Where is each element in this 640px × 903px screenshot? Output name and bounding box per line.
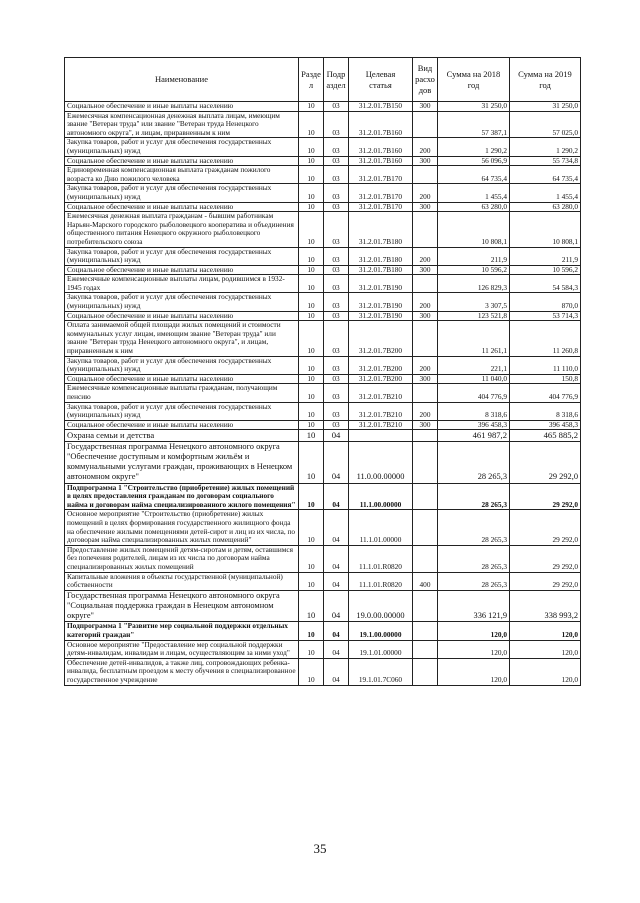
header-razdel: Разде л [299, 58, 324, 102]
cell-expense-type: 200 [413, 184, 438, 202]
cell-expense-type [413, 430, 438, 442]
cell-razdel: 10 [299, 247, 324, 265]
table-row [65, 430, 581, 442]
cell-sum-2018: 8 318,6 [438, 402, 510, 420]
table-row [65, 420, 581, 430]
cell-expense-type [413, 590, 438, 622]
cell-target-article: 11.1.01.00000 [349, 510, 413, 545]
cell-name: Социальное обеспечение и иные выплаты населению [65, 102, 299, 112]
cell-target-article: 31.2.01.7B210 [349, 420, 413, 430]
cell-sum-2019: 396 458,3 [510, 420, 581, 430]
cell-razdel: 10 [299, 202, 324, 212]
cell-name: Социальное обеспечение и иные выплаты населению [65, 311, 299, 321]
cell-sum-2018: 64 735,4 [438, 166, 510, 184]
cell-razdel: 10 [299, 545, 324, 572]
cell-sum-2019: 1 290,2 [510, 138, 581, 156]
cell-target-article: 19.1.01.00000 [349, 640, 413, 658]
cell-razdel: 10 [299, 166, 324, 184]
cell-name: Подпрограмма 1 "Развитие мер социальной поддержки отдельных категорий граждан" [65, 622, 299, 640]
cell-razdel: 10 [299, 275, 324, 293]
cell-sum-2018: 11 261,1 [438, 321, 510, 356]
cell-podrazdel: 03 [324, 321, 349, 356]
table-row [65, 184, 581, 202]
cell-name: Закупка товаров, работ и услуг для обеспечения государственных (муниципальных) нужд [65, 293, 299, 311]
cell-podrazdel: 03 [324, 166, 349, 184]
table-row [65, 640, 581, 658]
cell-podrazdel: 03 [324, 202, 349, 212]
cell-sum-2019: 10 808,1 [510, 212, 581, 247]
cell-podrazdel: 03 [324, 184, 349, 202]
cell-target-article: 31.2.01.7B190 [349, 293, 413, 311]
cell-sum-2018: 123 521,8 [438, 311, 510, 321]
cell-sum-2019: 29 292,0 [510, 572, 581, 590]
table-row [65, 138, 581, 156]
cell-sum-2018: 28 265,3 [438, 510, 510, 545]
cell-expense-type [413, 275, 438, 293]
budget-table [64, 57, 581, 686]
cell-razdel: 10 [299, 293, 324, 311]
cell-razdel: 10 [299, 384, 324, 402]
cell-expense-type: 300 [413, 102, 438, 112]
cell-expense-type: 200 [413, 138, 438, 156]
cell-name: Ежемесячная компенсационная денежная выплата лицам, имеющим звание "Ветеран труда" или звание "Ветеран труда Ненецкого автономного округа", и лицам, приравненным к ним [65, 111, 299, 138]
cell-name: Закупка товаров, работ и услуг для обеспечения государственных (муниципальных) нужд [65, 184, 299, 202]
cell-expense-type: 300 [413, 311, 438, 321]
cell-razdel: 10 [299, 156, 324, 166]
table-header-row [65, 58, 581, 102]
table-row [65, 441, 581, 483]
cell-sum-2019: 8 318,6 [510, 402, 581, 420]
cell-sum-2019: 63 280,0 [510, 202, 581, 212]
table-row [65, 321, 581, 356]
table-row [65, 658, 581, 685]
cell-expense-type: 300 [413, 265, 438, 275]
cell-sum-2018: 28 265,3 [438, 441, 510, 483]
cell-podrazdel: 04 [324, 622, 349, 640]
cell-podrazdel: 04 [324, 590, 349, 622]
cell-target-article: 31.2.01.7B170 [349, 202, 413, 212]
cell-sum-2019: 465 885,2 [510, 430, 581, 442]
header-sum-2019: Сумма на 2019 год [510, 58, 581, 102]
cell-sum-2019: 29 292,0 [510, 545, 581, 572]
cell-sum-2019: 120,0 [510, 658, 581, 685]
cell-podrazdel: 04 [324, 572, 349, 590]
cell-razdel: 10 [299, 265, 324, 275]
table-row [65, 166, 581, 184]
cell-podrazdel: 04 [324, 430, 349, 442]
cell-razdel: 10 [299, 441, 324, 483]
cell-razdel: 10 [299, 483, 324, 510]
table-row [65, 102, 581, 112]
cell-podrazdel: 04 [324, 483, 349, 510]
cell-razdel: 10 [299, 356, 324, 374]
cell-sum-2019: 11 260,8 [510, 321, 581, 356]
cell-podrazdel: 03 [324, 111, 349, 138]
cell-target-article: 31.2.01.7B180 [349, 265, 413, 275]
cell-expense-type [413, 510, 438, 545]
cell-sum-2018: 120,0 [438, 658, 510, 685]
table-row [65, 212, 581, 247]
cell-expense-type [413, 622, 438, 640]
cell-target-article: 11.1.01.R0820 [349, 545, 413, 572]
cell-name: Основное мероприятие "Предоставление мер социальной поддержки детям-инвалидам, инвалидам и лицам, осуществляющим за ними уход" [65, 640, 299, 658]
cell-razdel: 10 [299, 658, 324, 685]
cell-sum-2019: 10 596,2 [510, 265, 581, 275]
cell-name: Государственная программа Ненецкого автономного округа "Обеспечение доступным и комфортным жильём и коммунальными услугами граждан, проживающих в Ненецком автономном округе" [65, 441, 299, 483]
cell-target-article: 31.2.01.7B210 [349, 402, 413, 420]
cell-expense-type [413, 441, 438, 483]
cell-name: Государственная программа Ненецкого автономного округа "Социальная поддержка граждан в Ненецком автономном округе" [65, 590, 299, 622]
cell-target-article: 31.2.01.7B160 [349, 156, 413, 166]
cell-sum-2019: 29 292,0 [510, 441, 581, 483]
header-expense-type: Вид расхо дов [413, 58, 438, 102]
cell-sum-2018: 120,0 [438, 622, 510, 640]
cell-sum-2019: 120,0 [510, 622, 581, 640]
cell-sum-2018: 461 987,2 [438, 430, 510, 442]
cell-name: Социальное обеспечение и иные выплаты населению [65, 156, 299, 166]
cell-sum-2018: 57 387,1 [438, 111, 510, 138]
cell-name: Социальное обеспечение и иные выплаты населению [65, 202, 299, 212]
header-target-article: Целевая статья [349, 58, 413, 102]
cell-target-article: 31.2.01.7B170 [349, 166, 413, 184]
cell-target-article: 31.2.01.7B180 [349, 247, 413, 265]
cell-expense-type [413, 483, 438, 510]
cell-expense-type: 200 [413, 356, 438, 374]
cell-expense-type [413, 321, 438, 356]
cell-sum-2018: 10 808,1 [438, 212, 510, 247]
cell-name: Социальное обеспечение и иные выплаты населению [65, 265, 299, 275]
cell-expense-type [413, 212, 438, 247]
cell-podrazdel: 03 [324, 102, 349, 112]
cell-target-article: 31.2.01.7B200 [349, 321, 413, 356]
cell-sum-2018: 1 455,4 [438, 184, 510, 202]
cell-target-article: 31.2.01.7B200 [349, 356, 413, 374]
cell-target-article: 19.1.00.00000 [349, 622, 413, 640]
cell-expense-type: 200 [413, 293, 438, 311]
table-row [65, 545, 581, 572]
cell-expense-type [413, 111, 438, 138]
cell-expense-type: 300 [413, 374, 438, 384]
cell-sum-2019: 338 993,2 [510, 590, 581, 622]
cell-expense-type [413, 166, 438, 184]
cell-target-article: 11.0.00.00000 [349, 441, 413, 483]
cell-podrazdel: 04 [324, 545, 349, 572]
cell-sum-2018: 28 265,3 [438, 545, 510, 572]
cell-expense-type: 400 [413, 572, 438, 590]
cell-razdel: 10 [299, 102, 324, 112]
header-name: Наименование [65, 58, 299, 102]
cell-expense-type [413, 384, 438, 402]
cell-sum-2018: 10 596,2 [438, 265, 510, 275]
cell-razdel: 10 [299, 402, 324, 420]
cell-expense-type: 200 [413, 402, 438, 420]
cell-podrazdel: 03 [324, 275, 349, 293]
cell-podrazdel: 03 [324, 156, 349, 166]
cell-name: Ежемесячная денежная выплата гражданам - бывшим работникам Нарьян-Марского городского рыболовецкого кооператива и объединения общественного питания Ненецкого окружного рыболовецкого потребительского союза [65, 212, 299, 247]
cell-expense-type [413, 658, 438, 685]
cell-sum-2018: 126 829,3 [438, 275, 510, 293]
cell-sum-2019: 54 584,3 [510, 275, 581, 293]
cell-expense-type: 200 [413, 247, 438, 265]
cell-podrazdel: 04 [324, 640, 349, 658]
cell-expense-type: 300 [413, 156, 438, 166]
cell-podrazdel: 03 [324, 420, 349, 430]
cell-podrazdel: 03 [324, 138, 349, 156]
cell-podrazdel: 04 [324, 658, 349, 685]
cell-expense-type [413, 545, 438, 572]
cell-name: Обеспечение детей-инвалидов, а также лиц, сопровождающих ребенка-инвалида, бесплатным проездом к месту обучения в специализированное государственное учреждение [65, 658, 299, 685]
cell-name: Единовременная компенсационная выплата гражданам пожилого возраста ко Дню пожилого человека [65, 166, 299, 184]
cell-name: Ежемесячные компенсационные выплаты гражданам, получающим пенсию [65, 384, 299, 402]
cell-razdel: 10 [299, 590, 324, 622]
cell-sum-2018: 1 290,2 [438, 138, 510, 156]
cell-name: Закупка товаров, работ и услуг для обеспечения государственных (муниципальных) нужд [65, 247, 299, 265]
cell-sum-2019: 57 025,0 [510, 111, 581, 138]
table-row [65, 247, 581, 265]
cell-razdel: 10 [299, 321, 324, 356]
cell-sum-2018: 211,9 [438, 247, 510, 265]
cell-target-article: 31.2.01.7B190 [349, 275, 413, 293]
cell-razdel: 10 [299, 622, 324, 640]
cell-razdel: 10 [299, 420, 324, 430]
cell-target-article: 31.2.01.7B170 [349, 184, 413, 202]
cell-podrazdel: 03 [324, 384, 349, 402]
cell-sum-2019: 11 110,0 [510, 356, 581, 374]
cell-name: Охрана семьи и детства [65, 430, 299, 442]
cell-razdel: 10 [299, 212, 324, 247]
cell-name: Подпрограмма 1 "Строительство (приобретение) жилых помещений в целях предоставления гражданам по договорам социального найма и договорам найма специализированного жилого помещения" [65, 483, 299, 510]
cell-sum-2019: 404 776,9 [510, 384, 581, 402]
cell-razdel: 10 [299, 311, 324, 321]
cell-name: Закупка товаров, работ и услуг для обеспечения государственных (муниципальных) нужд [65, 356, 299, 374]
table-row [65, 402, 581, 420]
cell-target-article: 31.2.01.7B200 [349, 374, 413, 384]
cell-sum-2018: 396 458,3 [438, 420, 510, 430]
cell-sum-2019: 1 455,4 [510, 184, 581, 202]
table-row [65, 293, 581, 311]
cell-razdel: 10 [299, 111, 324, 138]
cell-sum-2019: 29 292,0 [510, 510, 581, 545]
cell-sum-2018: 28 265,3 [438, 483, 510, 510]
cell-target-article: 19.0.00.00000 [349, 590, 413, 622]
cell-target-article: 31.2.01.7B190 [349, 311, 413, 321]
cell-sum-2018: 3 307,5 [438, 293, 510, 311]
cell-razdel: 10 [299, 640, 324, 658]
cell-sum-2018: 404 776,9 [438, 384, 510, 402]
cell-podrazdel: 03 [324, 293, 349, 311]
cell-podrazdel: 03 [324, 402, 349, 420]
cell-sum-2018: 120,0 [438, 640, 510, 658]
table-row [65, 384, 581, 402]
cell-target-article: 11.1.01.R0820 [349, 572, 413, 590]
table-row [65, 111, 581, 138]
table-row [65, 483, 581, 510]
cell-razdel: 10 [299, 430, 324, 442]
cell-sum-2018: 11 040,0 [438, 374, 510, 384]
cell-target-article: 31.2.01.7B210 [349, 384, 413, 402]
table-row [65, 275, 581, 293]
cell-sum-2019: 55 734,8 [510, 156, 581, 166]
cell-razdel: 10 [299, 572, 324, 590]
table-row [65, 510, 581, 545]
cell-target-article: 11.1.00.00000 [349, 483, 413, 510]
cell-razdel: 10 [299, 374, 324, 384]
cell-razdel: 10 [299, 510, 324, 545]
cell-podrazdel: 03 [324, 356, 349, 374]
cell-razdel: 10 [299, 138, 324, 156]
cell-sum-2018: 31 250,0 [438, 102, 510, 112]
cell-name: Капитальные вложения в объекты государственной (муниципальной) собственности [65, 572, 299, 590]
cell-podrazdel: 03 [324, 311, 349, 321]
cell-expense-type: 300 [413, 420, 438, 430]
cell-sum-2018: 221,1 [438, 356, 510, 374]
table-row [65, 622, 581, 640]
cell-name: Закупка товаров, работ и услуг для обеспечения государственных (муниципальных) нужд [65, 402, 299, 420]
cell-name: Социальное обеспечение и иные выплаты населению [65, 374, 299, 384]
cell-sum-2019: 870,0 [510, 293, 581, 311]
cell-podrazdel: 03 [324, 374, 349, 384]
cell-razdel: 10 [299, 184, 324, 202]
cell-name: Оплата занимаемой общей площади жилых помещений и стоимости коммунальных услуг лицам, имеющим звание "Ветеран труда" или звание "Ветеран труда Ненецкого автономного округа", и лицам, приравненным к ним [65, 321, 299, 356]
cell-name: Закупка товаров, работ и услуг для обеспечения государственных (муниципальных) нужд [65, 138, 299, 156]
cell-expense-type: 300 [413, 202, 438, 212]
budget-table-sheet [64, 57, 580, 686]
cell-target-article: 31.2.01.7B150 [349, 102, 413, 112]
cell-sum-2018: 63 280,0 [438, 202, 510, 212]
cell-target-article: 31.2.01.7B160 [349, 138, 413, 156]
cell-sum-2019: 120,0 [510, 640, 581, 658]
cell-name: Основное мероприятие "Строительство (приобретение) жилых помещений в целях формирования государственного жилищного фонда на обеспечение жилыми помещениями детей-сирот и лиц из их числа, по договорам найма специализированных жилых помещений" [65, 510, 299, 545]
cell-podrazdel: 04 [324, 510, 349, 545]
cell-podrazdel: 03 [324, 212, 349, 247]
table-row [65, 356, 581, 374]
cell-podrazdel: 03 [324, 265, 349, 275]
cell-sum-2019: 211,9 [510, 247, 581, 265]
cell-podrazdel: 03 [324, 247, 349, 265]
header-podrazdel: Подр аздел [324, 58, 349, 102]
page-number: 35 [313, 841, 327, 856]
cell-sum-2019: 150,8 [510, 374, 581, 384]
cell-name: Социальное обеспечение и иные выплаты населению [65, 420, 299, 430]
table-row [65, 572, 581, 590]
cell-sum-2018: 28 265,3 [438, 572, 510, 590]
table-row [65, 590, 581, 622]
cell-name: Ежемесячные компенсационные выплаты лицам, родившимся в 1932-1945 годах [65, 275, 299, 293]
header-sum-2018: Сумма на 2018 год [438, 58, 510, 102]
cell-sum-2019: 64 735,4 [510, 166, 581, 184]
cell-expense-type [413, 640, 438, 658]
cell-target-article: 31.2.01.7B160 [349, 111, 413, 138]
cell-sum-2019: 31 250,0 [510, 102, 581, 112]
cell-target-article: 19.1.01.7C060 [349, 658, 413, 685]
table-body [65, 102, 581, 686]
cell-sum-2019: 53 714,3 [510, 311, 581, 321]
cell-target-article: 31.2.01.7B180 [349, 212, 413, 247]
cell-target-article [349, 430, 413, 442]
cell-sum-2019: 29 292,0 [510, 483, 581, 510]
cell-name: Предоставление жилых помещений детям-сиротам и детям, оставшимся без попечения родителей, лицам из их числа по договорам найма специализированных жилых помещений [65, 545, 299, 572]
cell-sum-2018: 56 096,9 [438, 156, 510, 166]
cell-sum-2018: 336 121,9 [438, 590, 510, 622]
cell-podrazdel: 04 [324, 441, 349, 483]
